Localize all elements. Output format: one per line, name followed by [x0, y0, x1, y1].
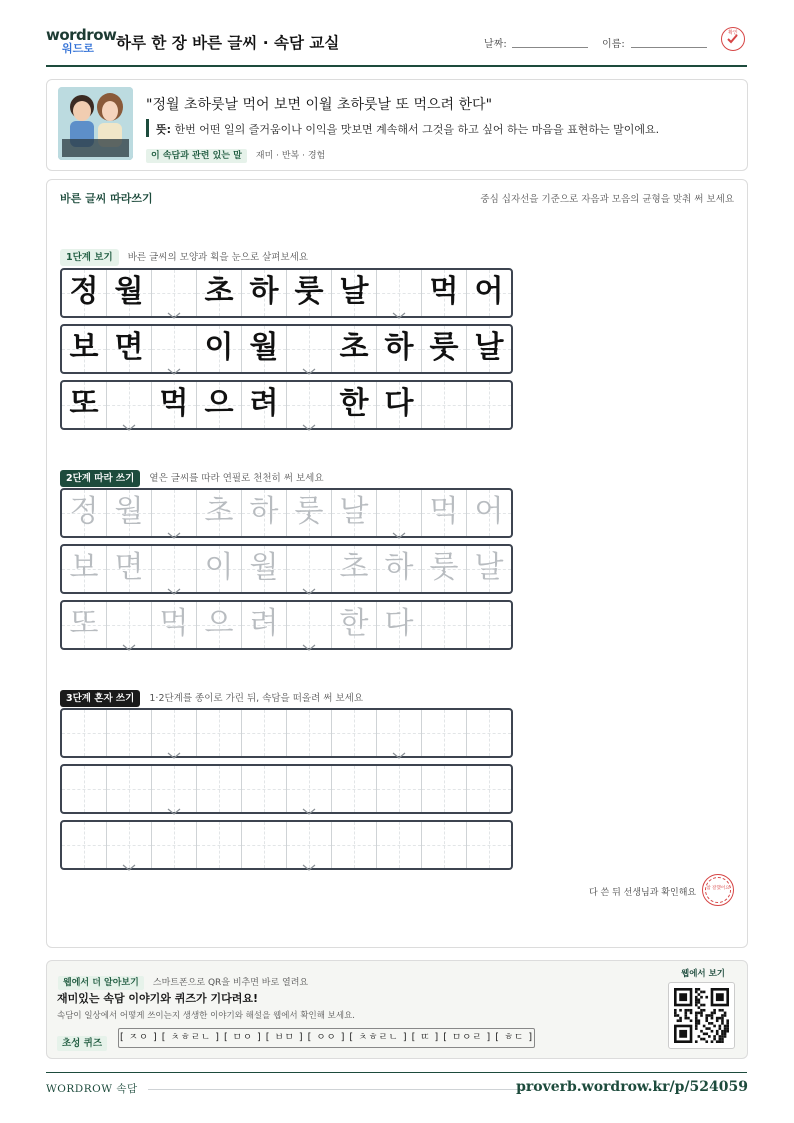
grid-char: 한	[339, 386, 369, 421]
grid-cell[interactable]	[242, 602, 287, 648]
proverb-meaning	[156, 121, 659, 137]
grid-cell[interactable]	[152, 602, 197, 648]
footer-brand: WORDROW 속담	[46, 1083, 138, 1095]
grid-cell	[197, 270, 242, 316]
step-1-row-2	[60, 324, 513, 374]
related-row	[146, 143, 325, 162]
grid-char: 면	[114, 550, 144, 585]
grid-char: 한	[339, 606, 369, 641]
grid-cell[interactable]	[197, 490, 242, 536]
grid-cell[interactable]	[62, 602, 107, 648]
grid-cell[interactable]	[152, 710, 197, 756]
grid-cell[interactable]	[242, 822, 287, 868]
grid-char: 하	[249, 274, 279, 309]
grid-cell[interactable]	[332, 490, 377, 536]
grid-cell	[377, 270, 422, 316]
space-mark-icon	[302, 801, 316, 809]
grid-char: 월	[114, 274, 144, 309]
grid-cell[interactable]	[107, 766, 152, 812]
grid-cell	[107, 382, 152, 428]
grid-char: 보	[69, 330, 99, 365]
stamp-text: 참 잘했어요	[706, 886, 730, 891]
name-label: 이름:	[602, 39, 625, 50]
space-mark-icon	[302, 361, 316, 369]
space-mark-icon	[167, 525, 181, 533]
grid-cell[interactable]	[197, 710, 242, 756]
grid-char: 월	[114, 494, 144, 529]
grid-cell	[62, 382, 107, 428]
grid-char: 날	[474, 330, 504, 365]
step-2-desc: 옅은 글씨를 따라 연필로 천천히 써 보세요	[149, 473, 324, 484]
grid-char: 날	[339, 274, 369, 309]
step-2-row-1[interactable]	[60, 488, 513, 538]
grid-cell	[422, 326, 467, 372]
grid-cell[interactable]	[152, 546, 197, 592]
wordrow-logo	[46, 26, 117, 56]
grid-cell[interactable]	[62, 490, 107, 536]
grid-cell[interactable]	[152, 822, 197, 868]
footer-rule	[46, 1072, 747, 1073]
grid-cell[interactable]	[287, 546, 332, 592]
grid-cell	[242, 382, 287, 428]
grid-cell	[152, 270, 197, 316]
step-1-desc: 바른 글씨의 모양과 획을 눈으로 살펴보세요	[127, 252, 309, 263]
grid-cell[interactable]	[62, 822, 107, 868]
grid-cell[interactable]	[467, 710, 511, 756]
header-divider	[46, 65, 747, 67]
grid-char: 이	[204, 330, 234, 365]
step-2-row-3[interactable]	[60, 600, 513, 650]
qr-code[interactable]	[668, 982, 735, 1049]
grid-char: 으	[204, 386, 234, 421]
grid-cell[interactable]	[107, 822, 152, 868]
date-label: 날짜:	[484, 39, 507, 50]
grid-char: 또	[69, 386, 99, 421]
grid-cell	[62, 270, 107, 316]
step-3-row-3[interactable]	[60, 820, 513, 870]
grid-cell[interactable]	[152, 766, 197, 812]
grid-cell[interactable]	[377, 766, 422, 812]
space-mark-icon	[302, 417, 316, 425]
grid-cell[interactable]	[377, 546, 422, 592]
grid-cell[interactable]	[467, 490, 511, 536]
grid-cell[interactable]	[287, 602, 332, 648]
space-mark-icon	[302, 857, 316, 865]
practice-hint: 중심 십자선을 기준으로 자음과 모음의 균형을 맞춰 써 보세요	[480, 194, 734, 205]
initial-quiz: [ ㅈㅇ ] [ ㅊㅎㄹㄴ ] [ ㅁㅇ ] [ ㅂㅁ ] [ ㅇㅇ ] [ ㅊㅎㄹㄴ ] [ ㄸ ] [ ㅁㅇㄹ ] [ ㅎㄷ ]	[118, 1028, 535, 1048]
web-desc: 속담이 일상에서 어떻게 쓰이는지 생생한 이야기와 해설을 웹에서 확인해 보세요.	[57, 1011, 355, 1021]
grid-cell[interactable]	[377, 602, 422, 648]
teacher-check-text: 다 쓴 뒤 선생님과 확인해요	[589, 888, 697, 898]
space-mark-icon	[392, 305, 406, 313]
grid-cell	[332, 382, 377, 428]
grid-cell	[332, 270, 377, 316]
grid-char: 다	[384, 606, 414, 641]
grid-cell	[242, 270, 287, 316]
grid-cell	[287, 326, 332, 372]
grid-char: 먹	[429, 494, 459, 529]
grid-cell	[422, 382, 467, 428]
grid-cell[interactable]	[287, 822, 332, 868]
grid-cell[interactable]	[332, 602, 377, 648]
grid-cell	[287, 382, 332, 428]
web-headline: 재미있는 속담 이야기와 퀴즈가 기다려요!	[57, 992, 258, 1005]
step-3-row-2[interactable]	[60, 764, 513, 814]
step-1-row-1	[60, 268, 513, 318]
grid-char: 먹	[429, 274, 459, 309]
grid-cell[interactable]	[197, 602, 242, 648]
grid-char: 월	[249, 330, 279, 365]
grid-char: 하	[384, 330, 414, 365]
grid-cell[interactable]	[242, 710, 287, 756]
grid-cell	[62, 326, 107, 372]
grid-char: 룻	[429, 550, 459, 585]
grid-char: 다	[384, 386, 414, 421]
web-tag: 웹에서 더 알아보기	[58, 976, 144, 990]
step-1-header	[60, 245, 308, 264]
quiz-label: 초성 퀴즈	[57, 1036, 107, 1051]
space-mark-icon	[122, 857, 136, 865]
grid-char: 어	[474, 274, 504, 309]
grid-char: 또	[69, 606, 99, 641]
grid-char: 이	[204, 550, 234, 585]
grid-cell[interactable]	[107, 602, 152, 648]
grid-cell	[287, 270, 332, 316]
grid-cell[interactable]	[467, 602, 511, 648]
meaning-accent-bar	[146, 119, 149, 137]
step-1-badge: 1단계 보기	[60, 249, 119, 266]
grid-cell	[467, 326, 511, 372]
grid-char: 룻	[429, 330, 459, 365]
grid-cell	[107, 326, 152, 372]
grid-char: 날	[339, 494, 369, 529]
logo-korean: 워드로	[62, 42, 94, 55]
grid-char: 월	[249, 550, 279, 585]
grid-char: 날	[474, 550, 504, 585]
grid-char: 하	[384, 550, 414, 585]
grid-cell	[332, 326, 377, 372]
grid-cell	[242, 326, 287, 372]
step-2-badge: 2단계 따라 쓰기	[60, 470, 140, 487]
grid-cell	[422, 270, 467, 316]
grid-cell[interactable]	[287, 710, 332, 756]
space-mark-icon	[122, 637, 136, 645]
grid-cell[interactable]	[332, 822, 377, 868]
grid-char: 초	[339, 330, 369, 365]
grid-cell	[152, 382, 197, 428]
grid-cell	[197, 326, 242, 372]
name-field[interactable]	[631, 47, 707, 48]
grid-cell[interactable]	[467, 546, 511, 592]
grid-cell[interactable]	[62, 546, 107, 592]
grid-cell[interactable]	[242, 546, 287, 592]
grid-cell	[467, 270, 511, 316]
grid-char: 면	[114, 330, 144, 365]
space-mark-icon	[122, 417, 136, 425]
page-title: 하루 한 장 바른 글씨 · 속담 교실	[116, 34, 340, 52]
grid-cell[interactable]	[467, 822, 511, 868]
space-mark-icon	[392, 525, 406, 533]
grid-cell[interactable]	[197, 766, 242, 812]
date-field[interactable]	[512, 47, 588, 48]
step-3-header	[60, 686, 363, 705]
grid-cell[interactable]	[377, 710, 422, 756]
grid-cell	[152, 326, 197, 372]
related-words: 재미 · 반복 · 경험	[255, 151, 326, 161]
grid-char: 려	[249, 386, 279, 421]
grid-cell[interactable]	[62, 710, 107, 756]
web-tag-desc: 스마트폰으로 QR을 비추면 바로 열려요	[152, 978, 309, 988]
grid-cell[interactable]	[152, 490, 197, 536]
space-mark-icon	[167, 801, 181, 809]
step-1-row-3	[60, 380, 513, 430]
logo-text: wordrow	[46, 26, 117, 44]
grid-char: 룻	[294, 274, 324, 309]
footer-divider	[148, 1089, 538, 1090]
grid-cell[interactable]	[332, 710, 377, 756]
grid-cell[interactable]	[107, 490, 152, 536]
web-tag-row	[58, 970, 308, 989]
step-3-badge: 3단계 혼자 쓰기	[60, 690, 140, 707]
space-mark-icon	[167, 745, 181, 753]
grid-cell[interactable]	[467, 766, 511, 812]
grid-cell[interactable]	[62, 766, 107, 812]
grid-cell	[107, 270, 152, 316]
grid-cell[interactable]	[332, 766, 377, 812]
grid-char: 초	[204, 494, 234, 529]
step-3-row-1[interactable]	[60, 708, 513, 758]
grid-cell[interactable]	[377, 822, 422, 868]
related-tag: 이 속담과 관련 있는 말	[146, 149, 247, 163]
grid-char: 하	[249, 494, 279, 529]
footer-url[interactable]: proverb.wordrow.kr/p/524059	[516, 1079, 748, 1095]
grid-cell	[197, 382, 242, 428]
grid-cell[interactable]	[197, 822, 242, 868]
grid-cell[interactable]	[287, 766, 332, 812]
confirm-stamp-icon	[721, 27, 745, 51]
space-mark-icon	[167, 361, 181, 369]
grid-cell[interactable]	[107, 546, 152, 592]
step-2-row-2[interactable]	[60, 544, 513, 594]
space-mark-icon	[167, 581, 181, 589]
grid-cell[interactable]	[422, 822, 467, 868]
grid-cell[interactable]	[422, 546, 467, 592]
grid-char: 정	[69, 494, 99, 529]
grid-cell[interactable]	[107, 710, 152, 756]
grid-char: 먹	[159, 386, 189, 421]
grid-char: 보	[69, 550, 99, 585]
grid-char: 으	[204, 606, 234, 641]
grid-cell[interactable]	[422, 766, 467, 812]
meaning-label: 뜻:	[156, 123, 172, 136]
proverb-title: "정월 초하룻날 먹어 보면 이월 초하룻날 또 먹으려 한다"	[146, 97, 493, 113]
grid-cell	[467, 382, 511, 428]
grid-char: 룻	[294, 494, 324, 529]
step-3-desc: 1·2단계를 종이로 가린 뒤, 속담을 떠올려 써 보세요	[149, 693, 364, 704]
space-mark-icon	[392, 745, 406, 753]
space-mark-icon	[302, 637, 316, 645]
qr-label: 웹에서 보기	[681, 969, 726, 979]
grid-char: 초	[204, 274, 234, 309]
proverb-illustration	[58, 87, 133, 160]
space-mark-icon	[167, 305, 181, 313]
grid-cell	[377, 382, 422, 428]
grid-cell[interactable]	[242, 766, 287, 812]
space-mark-icon	[302, 581, 316, 589]
grid-char: 려	[249, 606, 279, 641]
step-2-header	[60, 466, 324, 485]
well-done-stamp-icon	[702, 874, 734, 906]
grid-cell[interactable]	[332, 546, 377, 592]
grid-cell	[377, 326, 422, 372]
grid-cell[interactable]	[242, 490, 287, 536]
grid-char: 어	[474, 494, 504, 529]
practice-title: 바른 글씨 따라쓰기	[60, 192, 153, 205]
meaning-text: 한번 어떤 일의 즐거움이나 이익을 맛보면 계속해서 그것을 하고 싶어 하는 마음을 표현하는 말이에요.	[174, 123, 660, 136]
grid-cell[interactable]	[377, 490, 422, 536]
grid-char: 정	[69, 274, 99, 309]
grid-char: 초	[339, 550, 369, 585]
grid-cell[interactable]	[422, 490, 467, 536]
stamp-label: 확인	[728, 30, 738, 36]
grid-cell[interactable]	[287, 490, 332, 536]
grid-cell[interactable]	[197, 546, 242, 592]
grid-cell[interactable]	[422, 710, 467, 756]
grid-cell[interactable]	[422, 602, 467, 648]
grid-char: 먹	[159, 606, 189, 641]
